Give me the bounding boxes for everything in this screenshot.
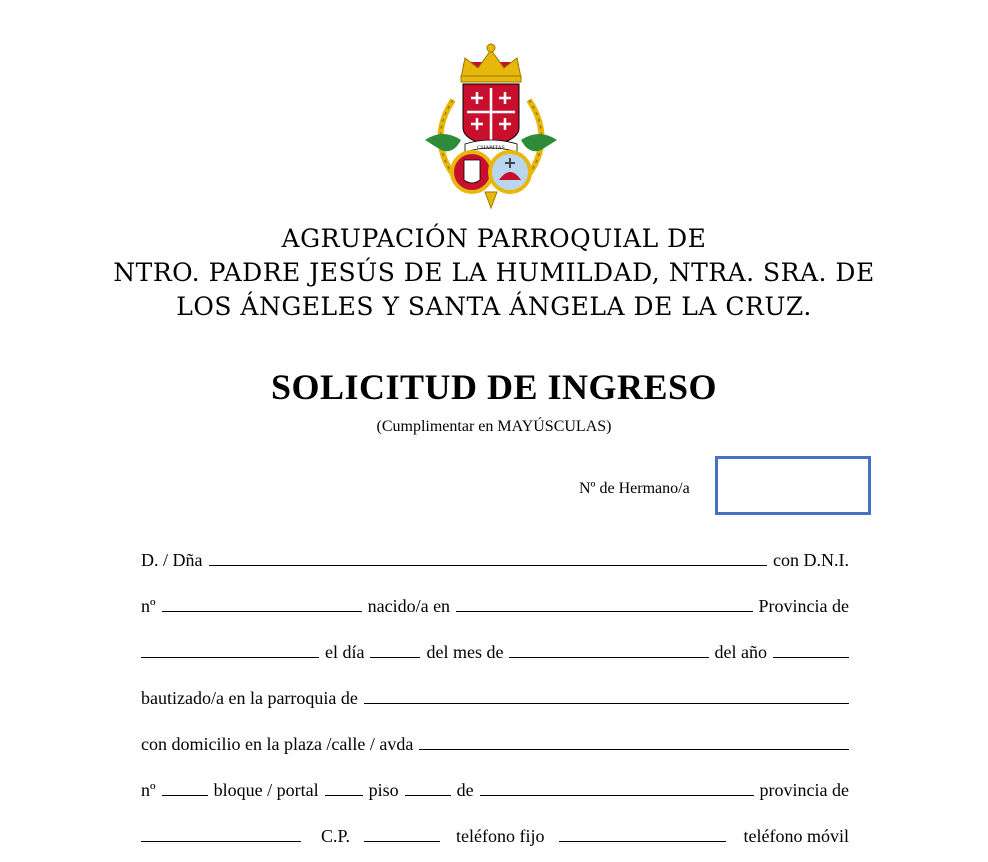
province-field[interactable] <box>141 827 301 842</box>
birth-day-field[interactable] <box>370 643 420 658</box>
label-day: el día <box>325 642 365 662</box>
org-line-1: AGRUPACIÓN PARROQUIAL DE <box>281 224 707 253</box>
form-line-birth-date <box>141 642 849 663</box>
form-title: SOLICITUD DE INGRESO <box>270 367 718 407</box>
birth-province-field[interactable] <box>141 643 319 658</box>
label-block: bloque / portal <box>213 780 319 800</box>
form-line-birth-place <box>141 596 849 617</box>
label-landline: teléfono fijo <box>456 826 545 846</box>
label-of: de <box>456 780 474 800</box>
dni-field[interactable] <box>162 597 362 612</box>
form-line-address <box>141 734 849 755</box>
label-dni-number: nº <box>141 596 156 616</box>
name-field[interactable] <box>209 551 768 566</box>
label-year: del año <box>714 642 767 662</box>
label-floor: piso <box>368 780 399 800</box>
label-baptized: bautizado/a en la parroquia de <box>141 688 358 708</box>
label-address: con domicilio en la plaza /calle / avda <box>141 734 414 754</box>
label-dni: con D.N.I. <box>773 550 849 570</box>
block-field[interactable] <box>325 781 363 796</box>
label-name: D. / Dña <box>141 550 203 570</box>
member-number-label: Nº de Hermano/a <box>579 480 690 497</box>
form-line-address-details <box>141 780 849 801</box>
label-month: del mes de <box>426 642 504 662</box>
postal-code-field[interactable] <box>364 827 440 842</box>
form-line-baptism <box>141 688 849 709</box>
street-number-field[interactable] <box>162 781 208 796</box>
birth-year-field[interactable] <box>773 643 849 658</box>
label-province: Provincia de <box>758 596 849 616</box>
label-number: nº <box>141 780 156 800</box>
town-field[interactable] <box>480 781 754 796</box>
organization-name <box>0 222 988 324</box>
form-line-contact <box>141 826 849 847</box>
org-line-3: LOS ÁNGELES Y SANTA ÁNGELA DE LA CRUZ. <box>176 292 812 321</box>
crest-logo <box>423 40 559 212</box>
label-province-address: provincia de <box>759 780 849 800</box>
label-born-in: nacido/a en <box>367 596 451 616</box>
birth-place-field[interactable] <box>456 597 752 612</box>
crest-scroll-text: CHARITAS <box>477 145 505 151</box>
address-field[interactable] <box>419 735 849 750</box>
floor-field[interactable] <box>405 781 451 796</box>
birth-month-field[interactable] <box>509 643 708 658</box>
parish-field[interactable] <box>364 689 849 704</box>
label-postal-code: C.P. <box>321 826 351 846</box>
label-mobile: teléfono móvil <box>743 826 849 846</box>
member-number-field[interactable] <box>715 456 871 515</box>
org-line-2: NTRO. PADRE JESÚS DE LA HUMILDAD, NTRA. SRA. DE <box>113 258 875 287</box>
landline-field[interactable] <box>559 827 726 842</box>
form-subtitle: (Cumplimentar en MAYÚSCULAS) <box>376 418 612 435</box>
form-line-name <box>141 550 849 571</box>
